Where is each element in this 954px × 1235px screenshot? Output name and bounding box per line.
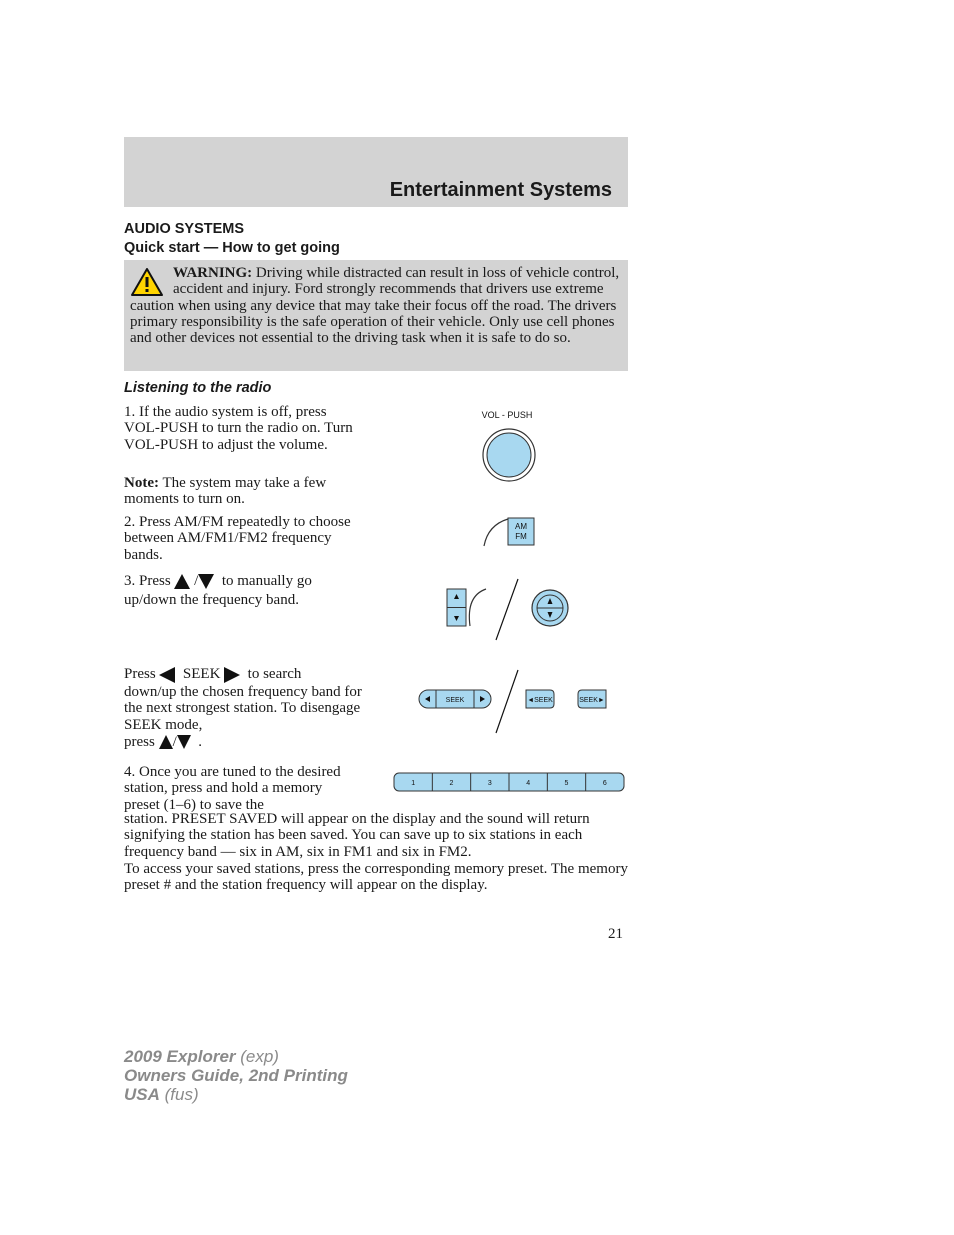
footer-line-2: Owners Guide, 2nd Printing	[124, 1066, 348, 1085]
warning-body: Driving while distracted can result in loss of vehicle control, accident and injury. Ford strongly recommends that drivers use extreme caution when using any device that may take their focus off the road. The drivers primary responsibility is the safe operation of their vehicle. Only use cell phones and other devices not essential to the driving task when it is safe to do so.	[130, 265, 620, 347]
right-arrow-icon	[224, 667, 240, 683]
fm-label: FM	[515, 532, 527, 541]
step-4-start: 4. Once you are tuned to the desired station, press and hold a memory preset (1–6) to save the	[124, 764, 341, 813]
step-4-end: station. PRESET SAVED will appear on the display and the sound will return signifying the station has been saved. You can save up to six stations in each frequency band — six in AM, six in FM1 and six in FM2.	[124, 811, 590, 860]
up-arrow-icon	[174, 574, 190, 589]
page-number: 21	[608, 926, 623, 942]
note-text: The system may take a few moments to turn on.	[124, 475, 327, 508]
preset-button-2: 2	[449, 780, 454, 787]
am-fm-button-diagram	[482, 515, 538, 549]
subsection-title: Quick start — How to get going	[124, 240, 340, 256]
page-header-title: Entertainment Systems	[389, 179, 612, 201]
warning-box	[124, 260, 628, 371]
listening-title: Listening to the radio	[124, 380, 272, 396]
preset-button-5: 5	[564, 780, 569, 787]
tune-buttons-diagram	[444, 576, 574, 642]
vol-push-label: VOL - PUSH	[481, 410, 533, 420]
preset-button-3: 3	[487, 780, 492, 787]
left-arrow-icon	[159, 667, 175, 683]
seek-down-label: ◄SEEK	[527, 697, 553, 704]
warning-text	[130, 265, 620, 346]
preset-button-1: 1	[411, 780, 416, 787]
memory-presets-diagram	[392, 771, 628, 795]
seek-rocker-label: SEEK	[445, 697, 465, 704]
warning-label: WARNING:	[173, 265, 253, 281]
step-1: 1. If the audio system is off, press VOL-PUSH to turn the radio on. Turn VOL-PUSH to adjust the volume.	[124, 404, 353, 453]
note-label: Note:	[124, 475, 159, 491]
preset-button-4: 4	[526, 780, 531, 787]
access-presets: To access your saved stations, press the corresponding memory preset. The memory preset # and the station frequency will appear on the display.	[124, 861, 628, 894]
footer	[124, 1047, 348, 1104]
note	[124, 475, 364, 508]
seek-buttons-diagram	[414, 667, 614, 737]
vol-knob	[487, 433, 531, 477]
section-title: AUDIO SYSTEMS	[124, 221, 245, 237]
step-3: 3. Press / to manually go up/down the frequency band.	[124, 573, 312, 608]
header-band	[124, 137, 628, 207]
down-arrow-icon	[177, 735, 191, 749]
footer-line-1: 2009 Explorer (exp)	[124, 1047, 279, 1066]
preset-button-6: 6	[602, 780, 607, 787]
footer-line-3: USA (fus)	[124, 1085, 199, 1104]
seek-step: Press SEEK to search down/up the chosen frequency band for the next strongest station. To disengage SEEK mode, press / .	[124, 666, 362, 750]
am-label: AM	[515, 522, 527, 531]
vol-push-knob-diagram	[470, 404, 550, 484]
up-arrow-icon	[159, 735, 173, 749]
down-arrow-icon	[198, 574, 214, 589]
step-2: 2. Press AM/FM repeatedly to choose between AM/FM1/FM2 frequency bands.	[124, 514, 351, 563]
seek-up-label: SEEK►	[579, 697, 605, 704]
